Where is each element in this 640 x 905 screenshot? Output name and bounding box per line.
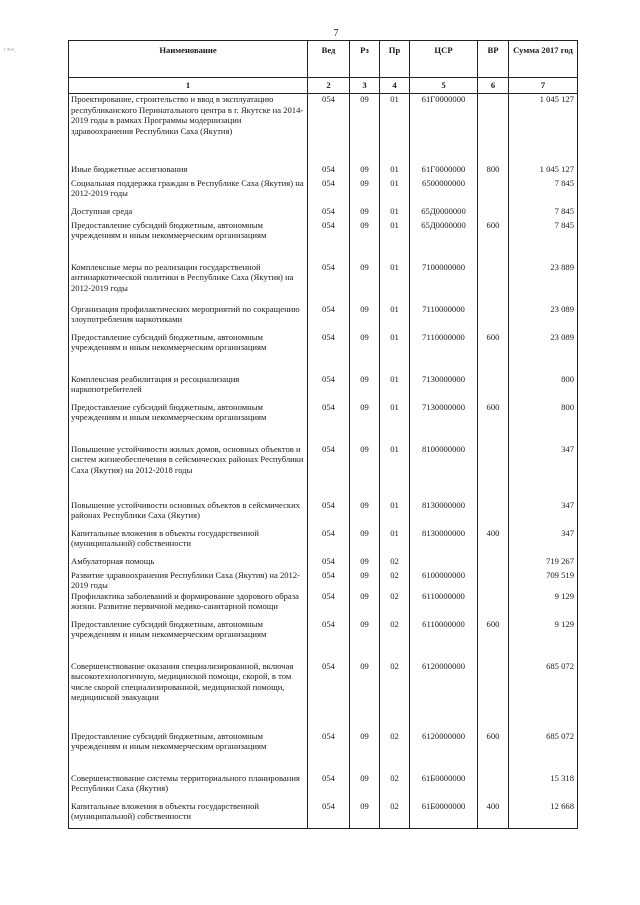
cell-pr: 01	[380, 178, 410, 206]
cell-csr: 6110000000	[410, 591, 478, 619]
table-row	[69, 164, 578, 178]
page-number: 7	[333, 28, 339, 39]
cell-ved: 054	[308, 500, 350, 528]
cell-csr: 6110000000	[410, 619, 478, 661]
cell-ved: 054	[308, 262, 350, 304]
cell-vr: 600	[478, 731, 509, 773]
cell-pr: 02	[380, 801, 410, 829]
cell-vr	[478, 591, 509, 619]
cell-name: Комплексная реабилитация и ресоциализация наркопотребителей	[69, 374, 308, 402]
cell-ved: 054	[308, 178, 350, 206]
cell-csr: 61Г0000000	[410, 164, 478, 178]
header-csr: ЦСР	[410, 41, 478, 78]
cell-vr: 800	[478, 164, 509, 178]
cell-name: Профилактика заболеваний и формирование здорового образа жизни. Развитие первичной медико-санитарной помощи	[69, 591, 308, 619]
cell-sum: 23 089	[509, 304, 578, 332]
cell-rz: 09	[350, 591, 380, 619]
cell-rz: 09	[350, 164, 380, 178]
table-body	[69, 94, 578, 829]
cell-name: Совершенствование системы территориального планирования Республики Саха (Якутия)	[69, 773, 308, 801]
cell-ved: 054	[308, 661, 350, 731]
cell-ved: 054	[308, 402, 350, 444]
cell-sum: 685 072	[509, 731, 578, 773]
cell-rz: 09	[350, 94, 380, 164]
cell-csr: 8100000000	[410, 444, 478, 500]
header-ved: Вед	[308, 41, 350, 78]
cell-vr	[478, 178, 509, 206]
cell-pr: 02	[380, 731, 410, 773]
table-row	[69, 500, 578, 528]
cell-rz: 09	[350, 304, 380, 332]
cell-csr: 6500000000	[410, 178, 478, 206]
table-row	[69, 731, 578, 773]
cell-ved: 054	[308, 164, 350, 178]
budget-table	[68, 40, 578, 829]
cell-pr: 01	[380, 332, 410, 374]
cell-name: Повышение устойчивости жилых домов, основных объектов и систем жизнеобеспечения в сейсмических районах Республики Саха (Якутия) на 2012-2018 годы	[69, 444, 308, 500]
cell-pr: 01	[380, 262, 410, 304]
table-row	[69, 94, 578, 164]
table-row	[69, 556, 578, 570]
cell-ved: 054	[308, 304, 350, 332]
cell-sum: 719 267	[509, 556, 578, 570]
cell-ved: 054	[308, 801, 350, 829]
cell-csr	[410, 556, 478, 570]
cell-pr: 02	[380, 570, 410, 591]
cell-ved: 054	[308, 619, 350, 661]
cell-csr: 65Д0000000	[410, 220, 478, 262]
cell-sum: 347	[509, 500, 578, 528]
cell-vr: 600	[478, 332, 509, 374]
cell-vr	[478, 444, 509, 500]
column-number: 5	[410, 78, 478, 94]
cell-sum: 9 129	[509, 591, 578, 619]
cell-sum: 800	[509, 402, 578, 444]
cell-csr: 7110000000	[410, 304, 478, 332]
cell-pr: 01	[380, 94, 410, 164]
column-number-row	[69, 78, 578, 94]
cell-ved: 054	[308, 374, 350, 402]
cell-name: Капитальные вложения в объекты государственной (муниципальной) собственности	[69, 801, 308, 829]
table-row	[69, 206, 578, 220]
cell-csr: 6120000000	[410, 731, 478, 773]
cell-sum: 1 045 127	[509, 164, 578, 178]
table-row	[69, 444, 578, 500]
cell-vr	[478, 262, 509, 304]
cell-vr	[478, 500, 509, 528]
cell-sum: 800	[509, 374, 578, 402]
table-row	[69, 178, 578, 206]
cell-vr	[478, 304, 509, 332]
cell-rz: 09	[350, 500, 380, 528]
cell-pr: 01	[380, 164, 410, 178]
column-number: 1	[69, 78, 308, 94]
cell-name: Комплексные меры по реализации государственной антинаркотической политики в Республике Саха (Якутия) на 2012-2019 годы	[69, 262, 308, 304]
cell-sum: 7 845	[509, 178, 578, 206]
cell-name: Организация профилактических мероприятий по сокращению злоупотребления наркотиками	[69, 304, 308, 332]
cell-rz: 09	[350, 528, 380, 556]
cell-sum: 685 072	[509, 661, 578, 731]
table-row	[69, 262, 578, 304]
cell-vr: 400	[478, 528, 509, 556]
cell-rz: 09	[350, 374, 380, 402]
cell-name: Предоставление субсидий бюджетным, автономным учреждениям и иным некоммерческим организациям	[69, 402, 308, 444]
cell-sum: 347	[509, 444, 578, 500]
cell-rz: 09	[350, 801, 380, 829]
header-name: Наименование	[69, 41, 308, 78]
cell-name: Социальная поддержка граждан в Республике Саха (Якутия) на 2012-2019 годы	[69, 178, 308, 206]
cell-name: Предоставление субсидий бюджетным, автономным учреждениям и иным некоммерческим организациям	[69, 619, 308, 661]
cell-vr: 600	[478, 619, 509, 661]
cell-vr: 400	[478, 801, 509, 829]
cell-csr: 7110000000	[410, 332, 478, 374]
table-row	[69, 374, 578, 402]
cell-sum: 7 845	[509, 220, 578, 262]
cell-ved: 054	[308, 220, 350, 262]
cell-ved: 054	[308, 591, 350, 619]
cell-rz: 09	[350, 262, 380, 304]
cell-rz: 09	[350, 556, 380, 570]
cell-ved: 054	[308, 570, 350, 591]
cell-rz: 09	[350, 206, 380, 220]
cell-csr: 6120000000	[410, 661, 478, 731]
cell-name: Иные бюджетные ассигнования	[69, 164, 308, 178]
cell-name: Развитие здравоохранения Республики Саха (Якутия) на 2012-2019 годы	[69, 570, 308, 591]
cell-ved: 054	[308, 528, 350, 556]
cell-csr: 8130000000	[410, 528, 478, 556]
cell-pr: 01	[380, 206, 410, 220]
header-row	[69, 41, 578, 78]
header-pr: Пр	[380, 41, 410, 78]
table-row	[69, 402, 578, 444]
cell-pr: 01	[380, 220, 410, 262]
cell-rz: 09	[350, 444, 380, 500]
header-rz: Рз	[350, 41, 380, 78]
cell-pr: 01	[380, 374, 410, 402]
cell-sum: 9 129	[509, 619, 578, 661]
cell-sum: 347	[509, 528, 578, 556]
cell-rz: 09	[350, 731, 380, 773]
cell-rz: 09	[350, 661, 380, 731]
table-row	[69, 220, 578, 262]
column-number: 7	[509, 78, 578, 94]
cell-vr	[478, 556, 509, 570]
cell-ved: 054	[308, 206, 350, 220]
cell-ved: 054	[308, 94, 350, 164]
column-number: 6	[478, 78, 509, 94]
cell-ved: 054	[308, 444, 350, 500]
cell-pr: 01	[380, 444, 410, 500]
cell-csr: 61Г0000000	[410, 94, 478, 164]
table-row	[69, 332, 578, 374]
cell-ved: 054	[308, 731, 350, 773]
cell-vr	[478, 94, 509, 164]
column-number: 4	[380, 78, 410, 94]
cell-name: Предоставление субсидий бюджетным, автономным учреждениям и иным некоммерческим организациям	[69, 332, 308, 374]
table-row	[69, 304, 578, 332]
cell-csr: 7130000000	[410, 402, 478, 444]
cell-name: Доступная среда	[69, 206, 308, 220]
cell-pr: 01	[380, 402, 410, 444]
cell-vr	[478, 570, 509, 591]
table-row	[69, 591, 578, 619]
cell-rz: 09	[350, 332, 380, 374]
column-number: 2	[308, 78, 350, 94]
table-row	[69, 619, 578, 661]
cell-pr: 02	[380, 556, 410, 570]
cell-vr	[478, 773, 509, 801]
cell-name: Капитальные вложения в объекты государственной (муниципальной) собственности	[69, 528, 308, 556]
cell-csr: 61Б0000000	[410, 801, 478, 829]
cell-sum: 7 845	[509, 206, 578, 220]
cell-vr: 600	[478, 220, 509, 262]
cell-sum: 12 668	[509, 801, 578, 829]
header-vr: ВР	[478, 41, 509, 78]
cell-rz: 09	[350, 570, 380, 591]
cell-csr: 61Б0000000	[410, 773, 478, 801]
cell-rz: 09	[350, 619, 380, 661]
header-sum: Сумма 2017 год	[509, 41, 578, 78]
cell-rz: 09	[350, 773, 380, 801]
table-row	[69, 570, 578, 591]
cell-vr: 600	[478, 402, 509, 444]
cell-sum: 15 318	[509, 773, 578, 801]
cell-ved: 054	[308, 556, 350, 570]
cell-name: Амбулаторная помощь	[69, 556, 308, 570]
cell-pr: 02	[380, 619, 410, 661]
column-number: 3	[350, 78, 380, 94]
cell-vr	[478, 374, 509, 402]
cell-sum: 709 519	[509, 570, 578, 591]
cell-rz: 09	[350, 402, 380, 444]
table-row	[69, 801, 578, 829]
cell-vr	[478, 661, 509, 731]
cell-pr: 01	[380, 528, 410, 556]
cell-ved: 054	[308, 773, 350, 801]
cell-sum: 23 889	[509, 262, 578, 304]
cell-name: Повышение устойчивости основных объектов в сейсмических районах Республики Саха (Якутия)	[69, 500, 308, 528]
cell-rz: 09	[350, 178, 380, 206]
cell-pr: 02	[380, 591, 410, 619]
cell-vr	[478, 206, 509, 220]
cell-pr: 01	[380, 304, 410, 332]
cell-sum: 1 045 127	[509, 94, 578, 164]
cell-csr: 65Д0000000	[410, 206, 478, 220]
cell-csr: 7130000000	[410, 374, 478, 402]
cell-pr: 02	[380, 773, 410, 801]
cell-sum: 23 089	[509, 332, 578, 374]
cell-name: Проектирование, строительство и ввод в эксплуатацию республиканского Перинатального центра в г. Якутске на 2014-2019 годы в рамках Программы модернизации здравоохранения Республики Саха (Якутия)	[69, 94, 308, 164]
cell-csr: 8130000000	[410, 500, 478, 528]
table-row	[69, 773, 578, 801]
cell-name: Предоставление субсидий бюджетным, автономным учреждениям и иным некоммерческим организациям	[69, 220, 308, 262]
cell-name: Предоставление субсидий бюджетным, автономным учреждениям и иным некоммерческим организациям	[69, 731, 308, 773]
cell-pr: 02	[380, 661, 410, 731]
cell-rz: 09	[350, 220, 380, 262]
table-row	[69, 528, 578, 556]
cell-name: Совершенствование оказания специализированной, включая высокотехнологичную, медицинской помощи, скорой, в том числе скорой специализированной, медицинской помощи, медицинской эвакуации	[69, 661, 308, 731]
cell-pr: 01	[380, 500, 410, 528]
margin-mark: ᴵ ⁴ᴸᵉᵒ.	[4, 48, 16, 54]
table-row	[69, 661, 578, 731]
cell-ved: 054	[308, 332, 350, 374]
cell-csr: 7100000000	[410, 262, 478, 304]
cell-csr: 6100000000	[410, 570, 478, 591]
